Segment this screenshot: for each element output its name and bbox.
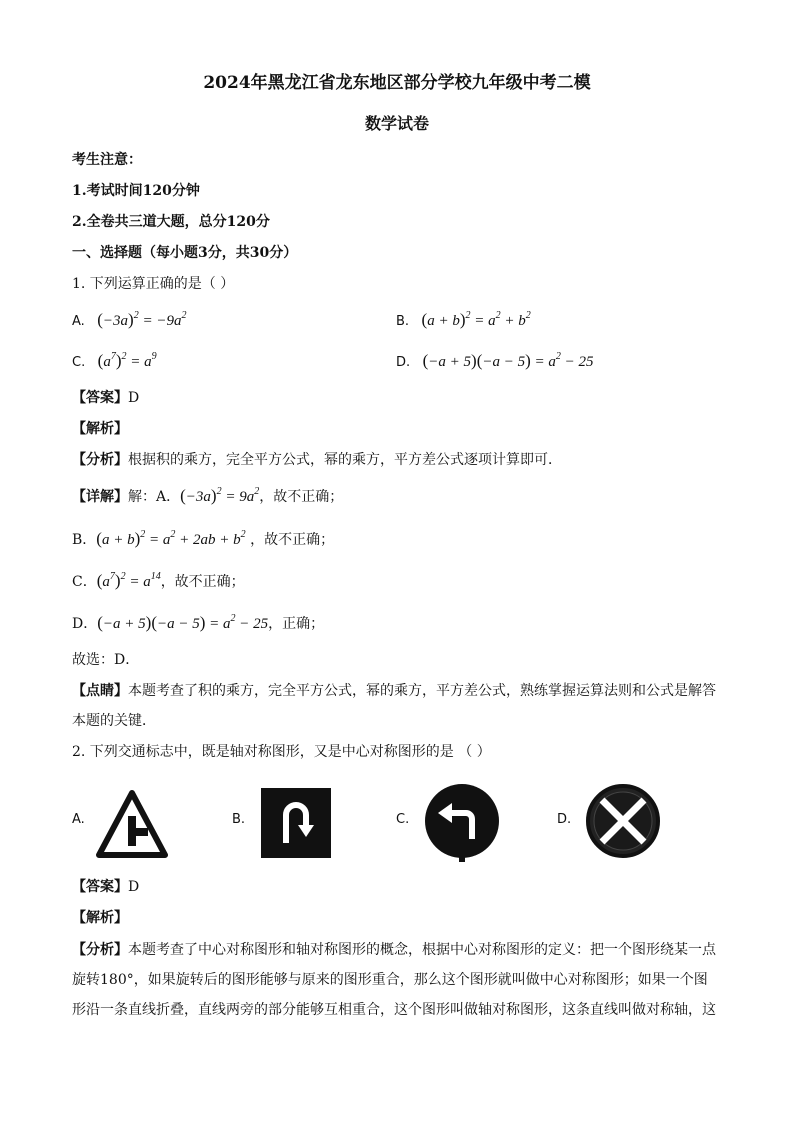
q2-option-a[interactable]: [95, 788, 169, 864]
q1-detail-a-verdict: ，故不正确；: [259, 489, 344, 505]
x-circle-sign-icon: [584, 782, 662, 860]
q1-detail-c-prefix: C．: [72, 574, 97, 590]
q2-option-b-label: B.: [232, 812, 246, 827]
exam-subtitle: 数学试卷: [364, 114, 429, 133]
q1-option-b-label: B.: [396, 314, 410, 329]
q1-option-a-formula: $(-3a)^2 = -9a^2$: [97, 310, 187, 329]
q1-option-d-formula: $(-a + 5)(-a - 5) = a^2 - 25$: [422, 351, 594, 370]
q1-conclusion: 故选：D．: [72, 652, 140, 668]
q1-detail-a-formula: $(-3a)^2 = 9a^2$: [180, 486, 260, 505]
q1-option-d-label: D.: [396, 355, 411, 370]
left-turn-sign-icon: [422, 781, 502, 863]
notice-item-score: 2.全卷共三道大题，总分120分: [72, 214, 270, 230]
q1-detail-b-formula: $(a + b)^2 = a^2 + 2ab + b^2$: [96, 529, 246, 548]
q2-jiexi-tag: 【解析】: [72, 910, 128, 926]
q1-detail-d: [72, 613, 324, 634]
q1-fenxi-tag: 【分析】: [72, 452, 128, 468]
section-heading-choice: 一、选择题（每小题3分，共30分）: [72, 245, 298, 261]
q1-detail-a: [72, 486, 343, 507]
q1-detail-a-prefix: 解：A．: [128, 489, 181, 505]
q1-detail-d-formula: $(-a + 5)(-a - 5) = a^2 - 25$: [97, 613, 269, 632]
notice-item-time: 1.考试时间120分钟: [72, 183, 200, 199]
q1-option-b[interactable]: [396, 310, 531, 332]
triangle-junction-sign-icon: [95, 788, 169, 860]
q1-option-a-label: A.: [72, 314, 85, 329]
q2-option-d[interactable]: [584, 782, 662, 864]
q2-answer-tag: 【答案】: [72, 879, 128, 895]
q2-option-b[interactable]: [260, 787, 332, 863]
q1-fenxi-text: 根据积的乘方，完全平方公式，幂的乘方，平方差公式逐项计算即可．: [128, 452, 562, 468]
q1-detail-d-verdict: ，正确；: [268, 616, 325, 632]
q1-option-d[interactable]: [396, 351, 594, 373]
question-1-stem: 1. 下列运算正确的是（ ）: [72, 276, 235, 292]
q1-answer-value: D: [128, 390, 140, 406]
q2-option-d-label: D.: [557, 812, 572, 827]
q1-option-a[interactable]: [72, 310, 186, 332]
q1-detail-c-verdict: ，故不正确；: [160, 574, 245, 590]
q2-fenxi-tag: 【分析】: [72, 942, 128, 958]
q1-detail-c: [72, 571, 245, 592]
q1-jiexi-tag: 【解析】: [72, 421, 128, 437]
q1-option-c[interactable]: [72, 351, 157, 373]
u-turn-sign-icon: [260, 787, 332, 859]
q2-answer-value: D: [128, 879, 140, 895]
q1-detail-c-formula: $(a^7)^2 = a^{14}$: [96, 571, 161, 590]
q1-answer: [72, 388, 139, 408]
question-2-stem: 2. 下列交通标志中，既是轴对称图形，又是中心对称图形的是 （ ）: [72, 744, 491, 760]
q2-answer: [72, 877, 139, 897]
q1-detail-b: [72, 529, 334, 550]
q1-option-c-label: C.: [72, 355, 86, 370]
q1-fenxi: [72, 450, 562, 470]
q1-dianjing: [72, 676, 720, 736]
q1-dianjing-text: 本题考查了积的乘方，完全平方公式，幂的乘方，平方差公式，熟练掌握运算法则和公式是解答本题的关键．: [72, 683, 716, 729]
exam-title: 2024年黑龙江省龙东地区部分学校九年级中考二模: [203, 73, 591, 93]
q1-option-c-formula: $(a^7)^2 = a^9$: [97, 351, 157, 370]
q1-detail-b-prefix: B．: [72, 532, 97, 548]
q2-option-c-label: C.: [396, 812, 410, 827]
notice-heading: 考生注意：: [72, 152, 142, 168]
q1-dianjing-tag: 【点睛】: [72, 683, 128, 699]
q1-detail-d-prefix: D．: [72, 616, 98, 632]
q2-fenxi: [72, 935, 720, 1031]
q2-fenxi-text: 本题考查了中心对称图形和轴对称图形的概念，根据中心对称图形的定义：把一个图形绕某一点旋转180°，如果旋转后的图形能够与原来的图形重合，那么这个图形就叫做中心对称图形；如果一个图形沿一条直线折叠，直线两旁的部分能够互相重合，这个图形叫做轴对称图形，这条直线叫做对称轴，这: [72, 942, 716, 1018]
q2-option-a-label: A.: [72, 812, 85, 827]
q1-detail-b-verdict: ，故不正确；: [250, 532, 335, 548]
q2-option-c[interactable]: [422, 781, 502, 867]
q1-answer-tag: 【答案】: [72, 390, 128, 406]
q1-detail-tag: 【详解】: [72, 489, 128, 505]
q1-option-b-formula: $(a + b)^2 = a^2 + b^2$: [421, 310, 531, 329]
